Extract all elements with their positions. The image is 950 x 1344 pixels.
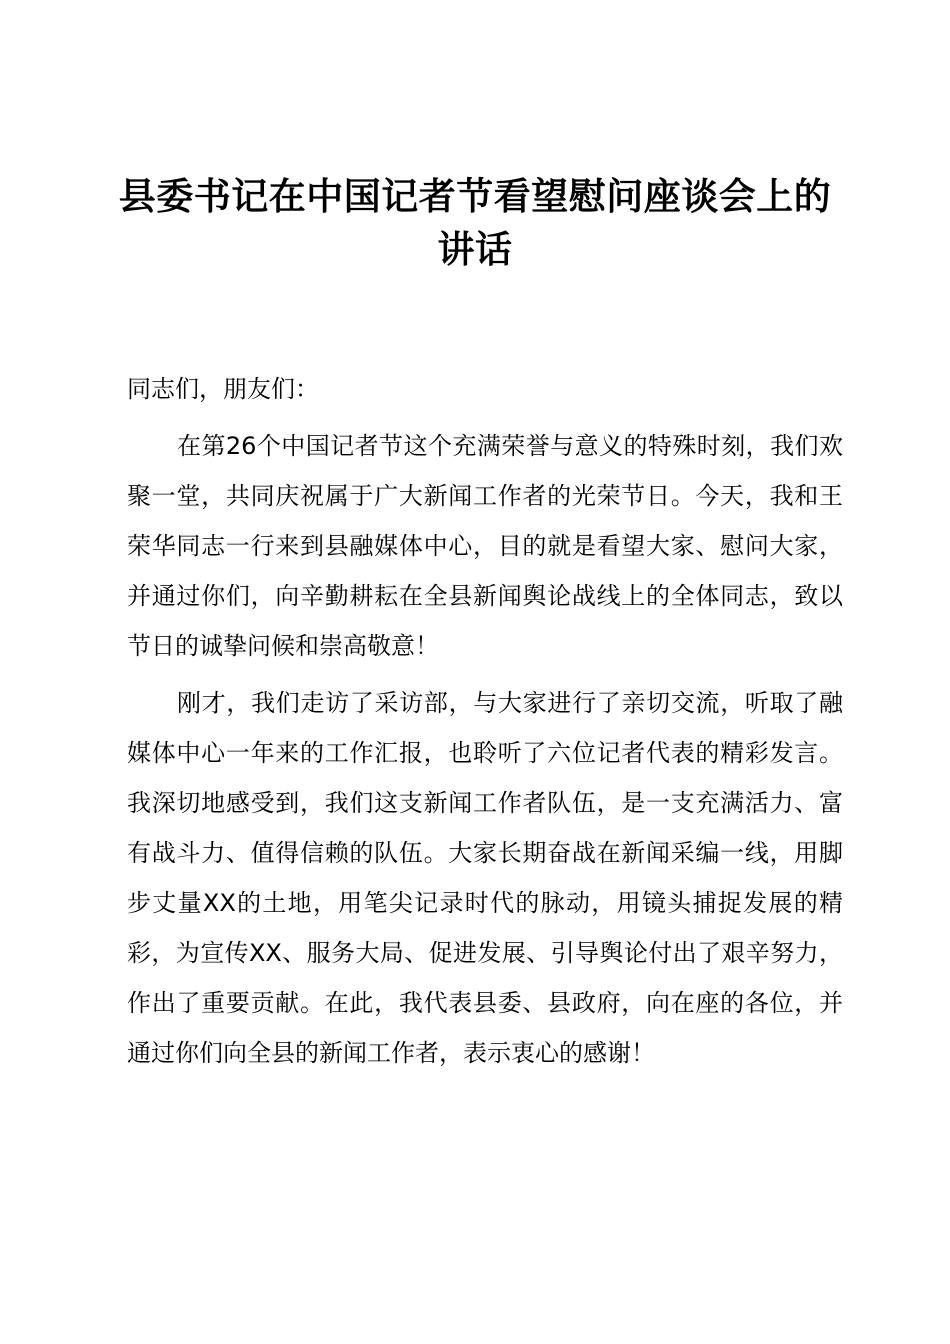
paragraph: 刚才，我们走访了采访部，与大家进行了亲切交流，听取了融媒体中心一年来的工作汇报，也聆听了六位记者代表的精彩发言。我深切地感受到，我们这支新闻工作者队伍，是一支充满活力、富有战斗力、值得信赖的队伍。大家长期奋战在新闻采编一线，用脚步丈量XX的土地，用笔尖记录时代的脉动，用镜头捕捉发展的精彩，为宣传XX、服务大局、促进发展、引导舆论付出了艰辛努力，作出了重要贡献。在此，我代表县委、县政府，向在座的各位，并通过你们向全县的新闻工作者，表示衷心的感谢！	[127, 689, 843, 1067]
salutation: 同志们，朋友们：	[127, 375, 319, 403]
document-title: 县委书记在中国记者节看望慰问座谈会上的讲话	[118, 174, 832, 271]
paragraph: 在第26个中国记者节这个充满荣誉与意义的特殊时刻，我们欢聚一堂，共同庆祝属于广大新闻工作者的光荣节日。今天，我和王荣华同志一行来到县融媒体中心，目的就是看望大家、慰问大家，并通过你们，向辛勤耕耘在全县新闻舆论战线上的全体同志，致以节日的诚挚问候和崇高敬意！	[127, 432, 843, 660]
document-body	[127, 364, 843, 1085]
